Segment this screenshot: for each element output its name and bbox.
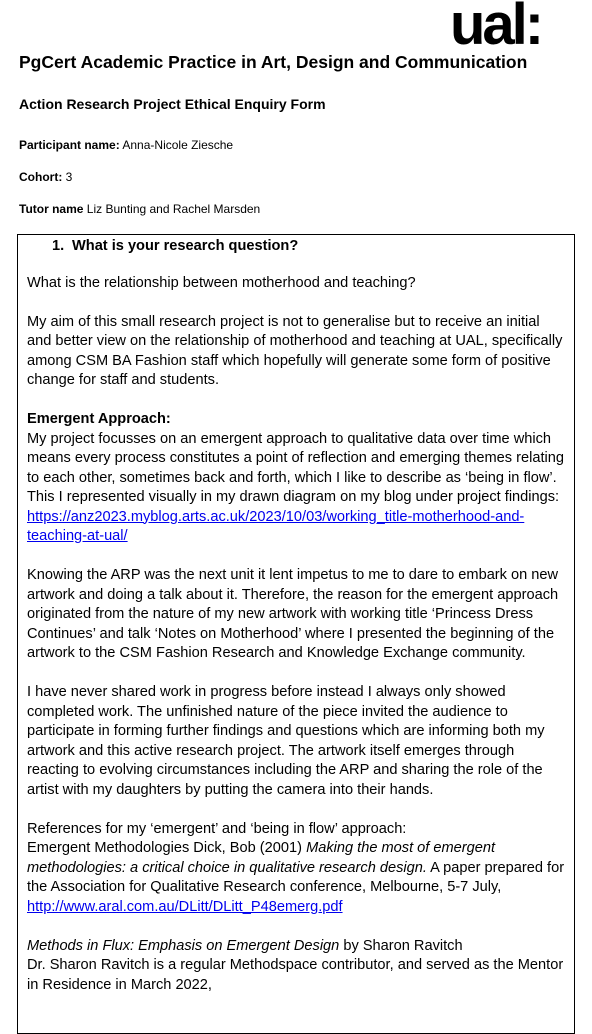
section-heading-text: What is your research question?	[72, 238, 299, 254]
cohort-label: Cohort:	[19, 170, 63, 184]
work-in-progress-paragraph: I have never shared work in progress before instead I always only showed completed work. The unfinished nature of the piece invited the audience to participate in forming further findings and questions which are informing both my artwork and this active research project. The artwork itself emerges through reacting to evolving circumstances including the ARP and sharing the role of the artist with my daughters by putting the camera into their hands.	[27, 684, 545, 798]
reference-2-paragraph	[27, 937, 565, 996]
reference-1-prefix: Emergent Methodologies Dick, Bob (2001)	[27, 840, 307, 856]
ual-logo: ual:	[450, 0, 542, 57]
aim-paragraph: My aim of this small research project is not to generalise but to receive an initial and better view on the relationship of motherhood and teaching at UAL, specifically among CSM BA Fashion staff which hopefully will generate some form of positive change for staff and students.	[27, 313, 563, 388]
tutor-field	[19, 202, 260, 216]
participant-label: Participant name:	[19, 138, 120, 152]
reference-2-text: Dr. Sharon Ravitch is a regular Methodspace contributor, and served as the Mentor in Residence in March 2022,	[27, 957, 564, 993]
emergent-approach-paragraph	[27, 410, 565, 547]
reference-1-title: Making the most of emergent methodologies: a critical choice in qualitative research design.	[27, 840, 496, 876]
reference-2-suffix: by Sharon Ravitch	[339, 937, 463, 954]
arp-paragraph: Knowing the ARP was the next unit it lent impetus to me to dare to embark on new artwork and doing a talk about it. Therefore, the reason for the emergent approach originated from the nature of my new artwork with working title ‘Princess Dress Continues’ and talk ‘Notes on Motherhood’ where I presented the beginning of the artwork to the CSM Fashion Research and Knowledge Exchange community.	[27, 567, 559, 661]
emergent-approach-heading: Emergent Approach:	[27, 411, 171, 427]
cohort-field	[19, 170, 72, 184]
reference-1-suffix: A paper prepared for the Association for Qualitative Research conference, Melbourne, 5-7 July,	[27, 859, 565, 895]
tutor-value: Liz Bunting and Rachel Marsden	[83, 202, 261, 216]
emergent-approach-text: My project focusses on an emergent approach to qualitative data over time which means every process constitutes a point of reflection and emerging themes relating to each other, sometimes back and forth, which I like to describe as ‘being in flow’. This I represented visually in my drawn diagram on my blog under project findings:	[27, 430, 565, 505]
section-number: 1.	[52, 238, 65, 254]
participant-field	[19, 138, 233, 152]
participant-value: Anna-Nicole Ziesche	[119, 138, 234, 152]
research-question-text: What is the relationship between motherhood and teaching?	[27, 274, 416, 291]
form-subtitle: Action Research Project Ethical Enquiry Form	[19, 96, 326, 112]
reference-1-link[interactable]: http://www.aral.com.au/DLitt/DLitt_P48emerg.pdf	[27, 898, 343, 915]
page-title: PgCert Academic Practice in Art, Design and Communication	[19, 52, 528, 72]
reference-2-title: Methods in Flux: Emphasis on Emergent Design	[27, 937, 340, 954]
references-paragraph	[27, 820, 565, 918]
tutor-label: Tutor name	[19, 202, 84, 216]
cohort-value: 3	[62, 170, 73, 184]
research-question-box	[17, 234, 575, 1034]
section-heading	[52, 237, 565, 257]
blog-link[interactable]: https://anz2023.myblog.arts.ac.uk/2023/10/03/working_title-motherhood-and-teaching-at-ual/	[27, 508, 525, 544]
references-intro: References for my ‘emergent’ and ‘being in flow’ approach:	[27, 820, 407, 837]
